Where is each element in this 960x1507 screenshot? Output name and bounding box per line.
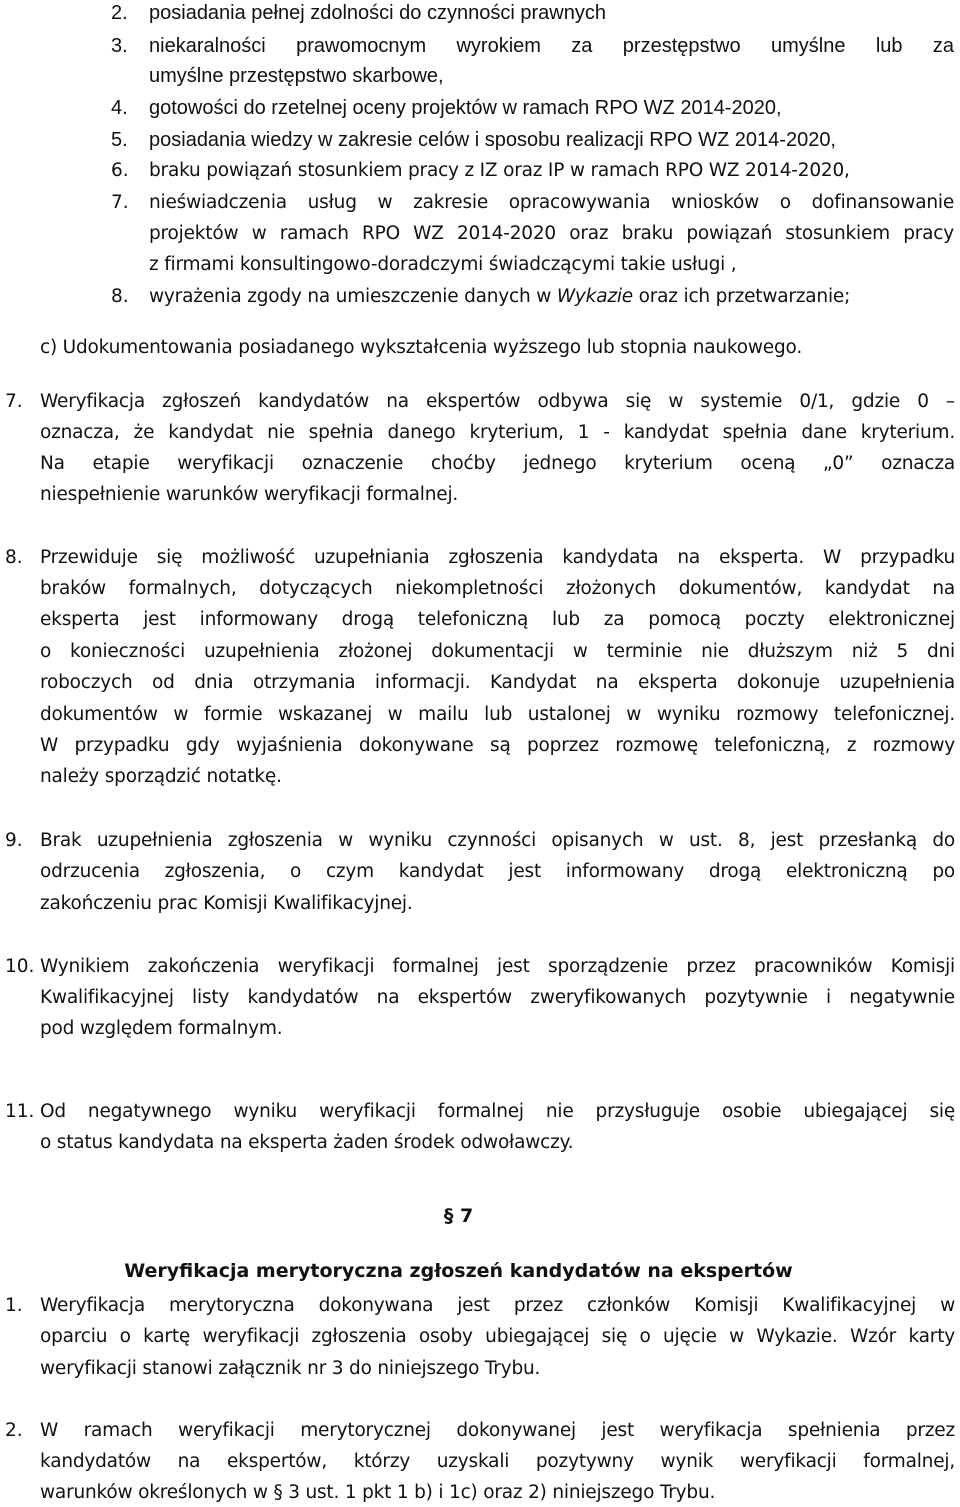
list-item-text: posiadania wiedzy w zakresie celów i sposobu realizacji RPO WZ 2014-2020, bbox=[149, 129, 836, 151]
list-item-text: niekaralności prawomocnym wyrokiem za przestępstwo umyślne lub za bbox=[149, 35, 954, 57]
paragraph-line: Na etapie weryfikacji oznaczenie choćby jednego kryterium oceną „0” oznacza bbox=[40, 453, 955, 474]
list-item-text: posiadania pełnej zdolności do czynności prawnych bbox=[149, 2, 606, 24]
paragraph-line: Wynikiem zakończenia weryfikacji formalnej jest sporządzenie przez pracowników Komisji bbox=[40, 956, 955, 977]
list-number: 2. bbox=[111, 2, 128, 24]
paragraph-line: oparciu o kartę weryfikacji zgłoszenia osoby ubiegającej się o ujęcie w Wykazie. Wzór karty bbox=[40, 1326, 955, 1347]
list-number: 8. bbox=[111, 286, 129, 307]
list-item-text: umyślne przestępstwo skarbowe, bbox=[149, 65, 444, 87]
paragraph-number: 11. bbox=[5, 1101, 35, 1122]
list-number: 7. bbox=[111, 192, 129, 213]
list-item-text: z firmami konsultingowo-doradczymi świadczącymi takie usługi , bbox=[149, 254, 737, 275]
list-item-text: projektów w ramach RPO WZ 2014-2020 oraz braku powiązań stosunkiem pracy bbox=[149, 223, 954, 244]
paragraph-line: odrzucenia zgłoszenia, o czym kandydat jest informowany drogą elektroniczną po bbox=[40, 861, 955, 882]
paragraph-line: Kwalifikacyjnej listy kandydatów na ekspertów zweryfikowanych pozytywnie i negatywnie bbox=[40, 987, 955, 1008]
paragraph-line: o konieczności uzupełnienia złożonej dokumentacji w terminie nie dłuższym niż 5 dni bbox=[40, 641, 955, 662]
paragraph-line: Weryfikacja merytoryczna dokonywana jest przez członków Komisji Kwalifikacyjnej w bbox=[40, 1295, 955, 1316]
paragraph-number: 10. bbox=[5, 956, 35, 977]
paragraph-line: zakończeniu prac Komisji Kwalifikacyjnej. bbox=[40, 893, 413, 914]
list-number: 3. bbox=[111, 35, 128, 57]
paragraph-number: 7. bbox=[5, 391, 23, 412]
paragraph-line: Weryfikacja zgłoszeń kandydatów na ekspertów odbywa się w systemie 0/1, gdzie 0 – bbox=[40, 391, 955, 412]
paragraph-line: W przypadku gdy wyjaśnienia dokonywane są poprzez rozmowę telefoniczną, z rozmowy bbox=[40, 735, 955, 756]
paragraph-line: Przewiduje się możliwość uzupełniania zgłoszenia kandydata na eksperta. W przypadku bbox=[40, 547, 955, 568]
list-item-text: braku powiązań stosunkiem pracy z IZ oraz IP w ramach RPO WZ 2014-2020, bbox=[149, 160, 850, 181]
paragraph-number: 8. bbox=[5, 547, 23, 568]
paragraph-number: 1. bbox=[5, 1295, 23, 1316]
paragraph-line: pod względem formalnym. bbox=[40, 1018, 283, 1039]
paragraph-line: należy sporządzić notatkę. bbox=[40, 766, 282, 787]
paragraph-line: kandydatów na ekspertów, którzy uzyskali pozytywny wynik weryfikacji formalnej, bbox=[40, 1451, 955, 1472]
paragraph-number: 2. bbox=[5, 1420, 23, 1441]
paragraph-line: roboczych od dnia otrzymania informacji. Kandydat na eksperta dokonuje uzupełnienia bbox=[40, 672, 955, 693]
paragraph-line: weryfikacji stanowi załącznik nr 3 do niniejszego Trybu. bbox=[40, 1358, 541, 1379]
paragraph-line: niespełnienie warunków weryfikacji formalnej. bbox=[40, 484, 459, 505]
list-number: 4. bbox=[111, 97, 128, 119]
paragraph-line: W ramach weryfikacji merytorycznej dokonywanej jest weryfikacja spełnienia przez bbox=[40, 1420, 955, 1441]
paragraph-line: Brak uzupełnienia zgłoszenia w wyniku czynności opisanych w ust. 8, jest przesłanką do bbox=[40, 830, 955, 851]
paragraph-line: dokumentów w formie wskazanej w mailu lub ustalonej w wyniku rozmowy telefonicznej. bbox=[40, 704, 955, 725]
paragraph-line: warunków określonych w § 3 ust. 1 pkt 1 b) i 1c) oraz 2) niniejszego Trybu. bbox=[40, 1482, 716, 1503]
section-title: Weryfikacja merytoryczna zgłoszeń kandydatów na ekspertów bbox=[124, 1260, 793, 1282]
list-item-text: wyrażenia zgody na umieszczenie danych w Wykazie oraz ich przetwarzanie; bbox=[149, 286, 851, 307]
list-item-text: nieświadczenia usług w zakresie opracowywania wniosków o dofinansowanie bbox=[149, 192, 954, 213]
section-mark: § 7 bbox=[443, 1205, 474, 1227]
item-c: c) Udokumentowania posiadanego wykształcenia wyższego lub stopnia naukowego. bbox=[40, 337, 802, 358]
list-item-text: gotowości do rzetelnej oceny projektów w ramach RPO WZ 2014-2020, bbox=[149, 97, 782, 119]
paragraph-number: 9. bbox=[5, 830, 23, 851]
paragraph-line: braków formalnych, dotyczących niekompletności złożonych dokumentów, kandydat na bbox=[40, 578, 955, 599]
paragraph-line: eksperta jest informowany drogą telefoniczną lub za pomocą poczty elektronicznej bbox=[40, 609, 955, 630]
paragraph-line: Od negatywnego wyniku weryfikacji formalnej nie przysługuje osobie ubiegającej się bbox=[40, 1101, 955, 1122]
list-number: 5. bbox=[111, 129, 128, 151]
paragraph-line: oznacza, że kandydat nie spełnia danego kryterium, 1 - kandydat spełnia dane kryterium. bbox=[40, 422, 955, 443]
list-number: 6. bbox=[111, 160, 129, 181]
paragraph-line: o status kandydata na eksperta żaden środek odwoławczy. bbox=[40, 1132, 574, 1153]
